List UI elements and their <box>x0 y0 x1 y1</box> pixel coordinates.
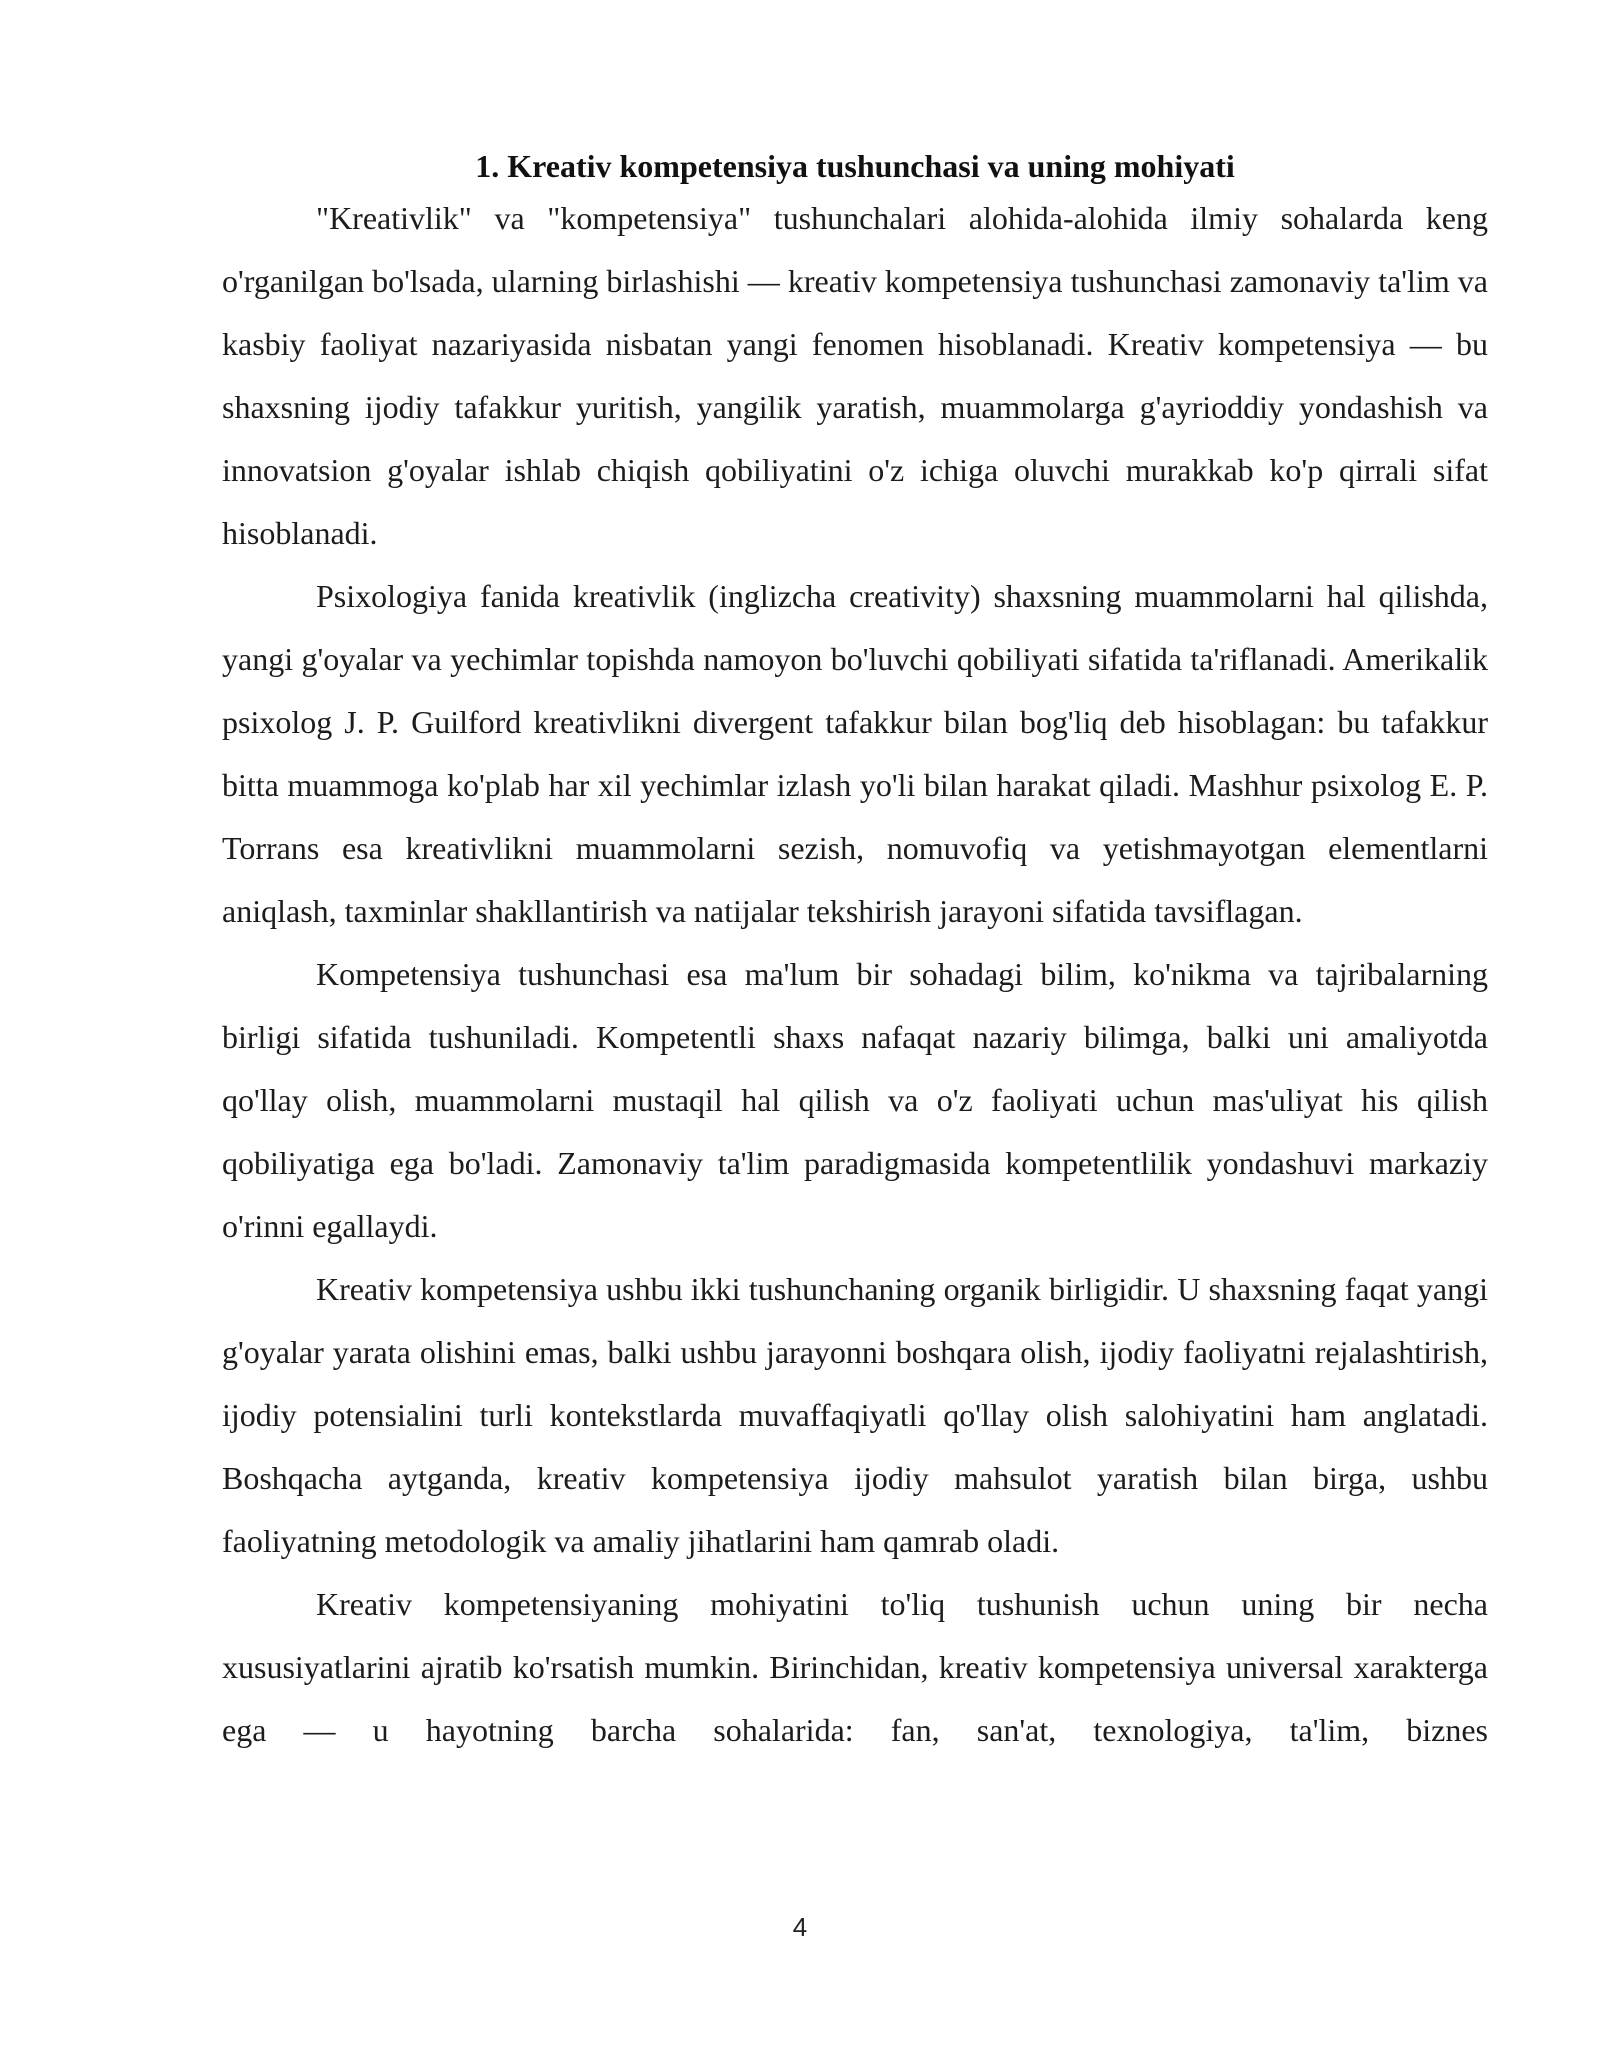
paragraph-2: Psixologiya fanida kreativlik (inglizcha creativity) shaxsning muammolarni hal qilishda, yangi g'oyalar va yechimlar topishda namoyon bo'luvchi qobiliyati sifatida ta'riflanadi. Amerikalik psixolog J. P. Guilford kreativlikni divergent tafakkur bilan bog'liq deb hisoblagan: bu tafakkur bitta muammoga ko'plab har xil yechimlar izlash yo'li bilan harakat qiladi. Mashhur psixolog E. P. Torrans esa kreativlikni muammolarni sezish, nomuvofiq va yetishmayotgan elementlarni aniqlash, taxminlar shakllantirish va natijalar tekshirish jarayoni sifatida tavsiflagan. <box>222 578 1488 929</box>
paragraph-4: Kreativ kompetensiya ushbu ikki tushunchaning organik birligidir. U shaxsning faqat yangi g'oyalar yarata olishini emas, balki ushbu jarayonni boshqara olish, ijodiy faoliyatni rejalashtirish, ijodiy potensialini turli kontekstlarda muvaffaqiyatli qo'llay olish salohiyatini ham anglatadi. Boshqacha aytganda, kreativ kompetensiya ijodiy mahsulot yaratish bilan birga, ushbu faoliyatning metodologik va amaliy jihatlarini ham qamrab oladi. <box>222 1271 1488 1559</box>
section-heading: 1. Kreativ kompetensiya tushunchasi va uning mohiyati <box>475 148 1235 184</box>
paragraph-1: "Kreativlik" va "kompetensiya" tushunchalari alohida-alohida ilmiy sohalarda keng o'rganilgan bo'lsada, ularning birlashishi — kreativ kompetensiya tushunchasi zamonaviy ta'lim va kasbiy faoliyat nazariyasida nisbatan yangi fenomen hisoblanadi. Kreativ kompetensiya — bu shaxsning ijodiy tafakkur yuritish, yangilik yaratish, muammolarga g'ayrioddiy yondashish va innovatsion g'oyalar ishlab chiqish qobiliyatini o'z ichiga oluvchi murakkab ko'p qirrali sifat hisoblanadi. <box>222 200 1488 551</box>
paragraph-5: Kreativ kompetensiyaning mohiyatini to'liq tushunish uchun uning bir necha xususiyatlarini ajratib ko'rsatish mumkin. Birinchidan, kreativ kompetensiya universal xarakterga ega — u hayotning barcha sohalarida: fan, san'at, texnologiya, ta'lim, biznes <box>222 1586 1488 1748</box>
page-body <box>222 145 1488 1762</box>
paragraph-3: Kompetensiya tushunchasi esa ma'lum bir sohadagi bilim, ko'nikma va tajribalarning birligi sifatida tushuniladi. Kompetentli shaxs nafaqat nazariy bilimga, balki uni amaliyotda qo'llay olish, muammolarni mustaqil hal qilish va o'z faoliyati uchun mas'uliyat his qilish qobiliyatiga ega bo'ladi. Zamonaviy ta'lim paradigmasida kompetentlilik yondashuvi markaziy o'rinni egallaydi. <box>222 956 1488 1244</box>
page-number: 4 <box>792 1912 808 1942</box>
